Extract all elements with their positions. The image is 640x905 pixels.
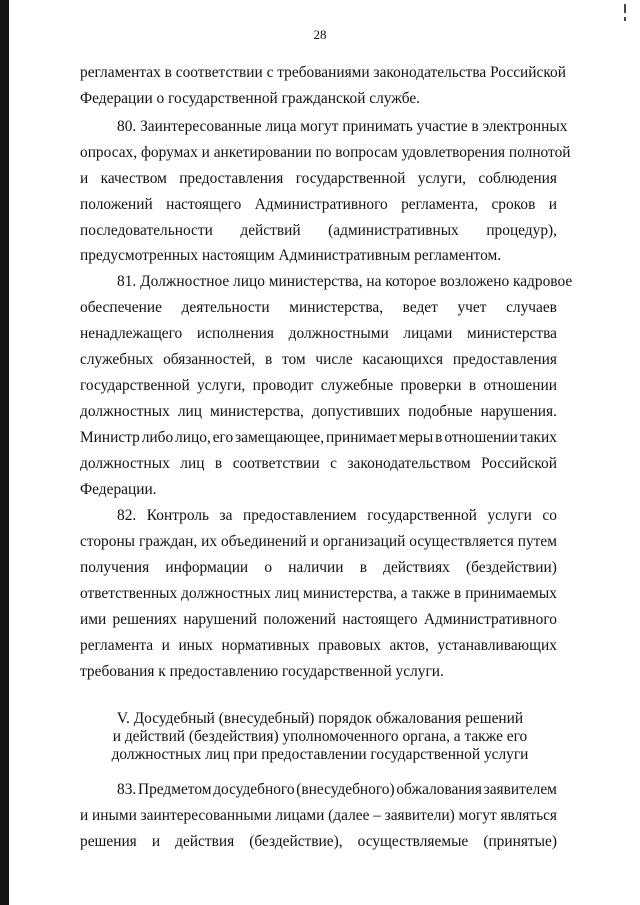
word: последовательности: [80, 222, 213, 239]
word: действиях: [383, 559, 450, 576]
word: путем: [517, 533, 557, 550]
word: могут: [458, 807, 497, 824]
word: осуществляется: [409, 533, 514, 550]
text-line: 81. Должностное лицо министерства, на которое возложено кадровое: [117, 273, 573, 290]
text-line: [117, 780, 557, 800]
section-heading-line: и действий (бездействия) уполномоченного органа, а также его: [112, 728, 528, 745]
word: Предметом: [137, 781, 212, 798]
word: таких: [519, 429, 557, 446]
word: предоставлением: [243, 507, 357, 524]
word: положений: [263, 611, 337, 628]
word: сроков: [491, 196, 536, 213]
word: деятельности: [181, 299, 270, 316]
word: актов,: [389, 637, 429, 654]
word: стороны: [80, 533, 136, 550]
word: услуги: [487, 507, 532, 524]
word: обязанностей,: [163, 351, 256, 368]
word: и: [80, 807, 89, 824]
word: действий: [240, 222, 301, 239]
word: а: [400, 585, 408, 602]
word: заявителем: [483, 781, 557, 798]
text-line: [80, 221, 557, 241]
word: нарушений: [183, 611, 257, 628]
word: нарушения.: [480, 403, 557, 420]
word: замещающее,: [235, 429, 325, 446]
word: государственной: [295, 170, 406, 187]
scan-edge-bar: [0, 0, 9, 905]
word: решения: [80, 833, 137, 850]
word: в: [214, 455, 223, 472]
word: его: [212, 429, 234, 446]
word: ими: [80, 611, 107, 628]
word: заявители): [384, 807, 455, 824]
word: лиц: [177, 403, 202, 420]
text-line: [80, 806, 557, 826]
word: с: [330, 455, 337, 472]
word: в: [264, 351, 273, 368]
word: законодательством: [347, 455, 471, 472]
word: (далее: [328, 807, 370, 824]
text-line: Федерации о государственной гражданской службе.: [80, 90, 421, 107]
text-line: опросах, форумах и анкетировании по вопросам удовлетворения полнотой: [80, 144, 571, 161]
word: министерства,: [302, 585, 397, 602]
text-line: Федерации.: [80, 481, 157, 498]
text-line: [80, 832, 557, 852]
text-line: [80, 324, 557, 344]
word: качеством: [100, 170, 167, 187]
word: отношении: [483, 377, 557, 394]
text-line: требования к предоставлению государственной услуги.: [80, 663, 444, 680]
word: и: [161, 637, 170, 654]
word: (бездействие),: [249, 833, 343, 850]
word: служебных: [80, 351, 154, 368]
word: 82.: [117, 507, 137, 524]
word: Административного: [254, 196, 388, 213]
text-line: регламентах в соответствии с требованиями законодательства Российской: [80, 64, 566, 81]
word: правовых: [317, 637, 381, 654]
word: числе: [315, 351, 353, 368]
word: являться: [500, 807, 557, 824]
text-line: [80, 428, 557, 448]
word: должностными: [288, 325, 389, 342]
word: либо: [141, 429, 174, 446]
word: регламента,: [401, 196, 479, 213]
word: положений: [80, 196, 153, 213]
word: касающихся: [362, 351, 444, 368]
word: заинтересованными: [140, 807, 272, 824]
word: (административных: [328, 222, 459, 239]
text-line: [80, 402, 557, 422]
text-line: [80, 558, 557, 578]
word: действия: [175, 833, 235, 850]
word: принимает: [326, 429, 397, 446]
word: устанавливающих: [437, 637, 557, 654]
text-line: [80, 195, 557, 215]
word: информации: [165, 559, 249, 576]
scan-mark: [624, 4, 626, 13]
word: нормативных: [221, 637, 310, 654]
word: также: [411, 585, 451, 602]
word: осуществляемые: [357, 833, 469, 850]
text-line: [80, 298, 557, 318]
word: соответствии: [232, 455, 320, 472]
word: Российской: [481, 455, 557, 472]
word: министерства,: [289, 299, 384, 316]
page-number: 28: [313, 27, 327, 42]
text-line: [117, 506, 557, 526]
word: лиц: [180, 455, 205, 472]
word: учет: [457, 299, 487, 316]
word: настоящего: [166, 196, 242, 213]
word: государственной: [367, 507, 477, 524]
word: соблюдения: [478, 170, 557, 187]
scan-mark: [624, 17, 626, 21]
word: 83.: [117, 781, 137, 798]
word: со: [542, 507, 557, 524]
word: должностных: [80, 455, 170, 472]
word: процедур),: [486, 222, 557, 239]
word: министерства: [467, 325, 557, 342]
word: досудебного: [213, 781, 295, 798]
word: и: [151, 833, 161, 850]
word: меры: [398, 429, 434, 446]
word: лицами: [275, 807, 325, 824]
word: служебные: [320, 377, 394, 394]
word: обеспечение: [80, 299, 162, 316]
word: должностных: [181, 585, 271, 602]
word: –: [373, 807, 381, 824]
text-line: 80. Заинтересованные лица могут принимать участие в электронных: [117, 118, 568, 135]
word: (внесудебного): [296, 781, 395, 798]
word: государственной: [80, 377, 190, 394]
word: в: [468, 377, 477, 394]
word: в: [435, 429, 443, 446]
word: о: [264, 559, 273, 576]
word: проводит: [252, 377, 314, 394]
word: граждан,: [138, 533, 198, 550]
word: и: [80, 170, 89, 187]
word: предоставления: [179, 170, 284, 187]
word: лицо,: [175, 429, 211, 446]
word: наличии: [288, 559, 344, 576]
word: том: [281, 351, 306, 368]
word: иных: [178, 637, 213, 654]
word: их: [201, 533, 218, 550]
word: обжалования: [396, 781, 482, 798]
word: услуги,: [196, 377, 246, 394]
word: Административного: [423, 611, 557, 628]
text-line: [80, 584, 557, 604]
word: (принятые): [483, 833, 557, 850]
text-line: предусмотренных настоящим Административным регламентом.: [80, 247, 502, 264]
word: принимаемых: [465, 585, 557, 602]
word: и: [310, 533, 319, 550]
word: в: [359, 559, 367, 576]
word: организаций: [322, 533, 406, 550]
word: иными: [92, 807, 137, 824]
word: получения: [80, 559, 150, 576]
text-line: [80, 532, 557, 552]
text-line: [80, 376, 557, 396]
word: решениях: [112, 611, 178, 628]
word: и: [548, 196, 557, 213]
word: предоставления: [452, 351, 557, 368]
word: проверки: [400, 377, 462, 394]
text-line: [80, 636, 557, 656]
word: ответственных: [80, 585, 178, 602]
word: регламента: [80, 637, 154, 654]
text-line: [80, 350, 557, 370]
word: допустивших: [311, 403, 401, 420]
word: Контроль: [146, 507, 210, 524]
word: настоящего: [342, 611, 418, 628]
section-heading-line: должностных лиц при предоставлении государственной услуги: [111, 746, 529, 763]
word: объединений: [221, 533, 307, 550]
section-heading-line: V. Досудебный (внесудебный) порядок обжалования решений: [116, 710, 524, 727]
word: в: [453, 585, 462, 602]
word: случаев: [506, 299, 557, 316]
word: министерства,: [210, 403, 304, 420]
word: ненадлежащего: [80, 325, 183, 342]
text-line: [80, 610, 557, 630]
word: отношении: [444, 429, 518, 446]
word: (бездействии): [466, 559, 557, 576]
text-line: [80, 454, 557, 474]
word: за: [219, 507, 233, 524]
text-line: [80, 169, 557, 189]
word: подобные: [408, 403, 473, 420]
word: Министр: [80, 429, 140, 446]
word: лицами: [403, 325, 453, 342]
word: исполнения: [196, 325, 275, 342]
word: должностных: [80, 403, 170, 420]
word: ведет: [402, 299, 438, 316]
word: лиц: [274, 585, 300, 602]
word: услуги,: [417, 170, 467, 187]
